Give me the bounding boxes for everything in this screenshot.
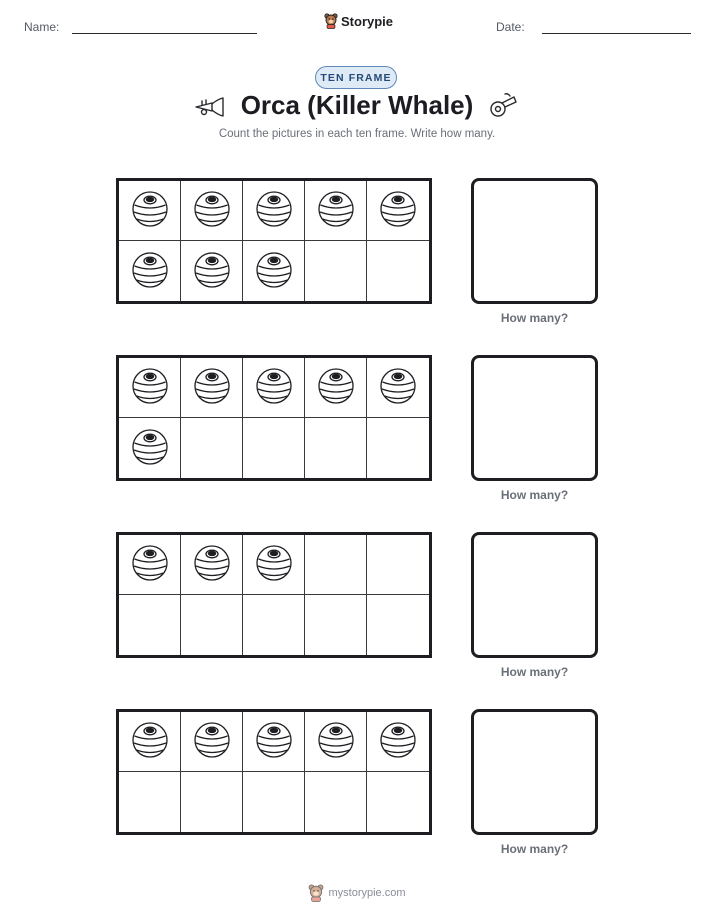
ten-frame-cell [181,535,243,595]
brand-name: Storypie [341,13,394,29]
name-line[interactable] [72,33,257,34]
ten-frame-cell [243,535,305,595]
ten-frame-cell [367,241,429,301]
ten-frame-cell [367,181,429,241]
ten-frame-cell [181,181,243,241]
ten-frame-cell [305,712,367,772]
ten-frame-cell [119,241,181,301]
bead-ball-icon [192,249,232,294]
ten-frame-cell [367,358,429,418]
ten-frame-cell [119,772,181,832]
ten-frame-cell [181,772,243,832]
ten-frame-cell [305,181,367,241]
ten-frame-cell [119,712,181,772]
ten-frame-cell [243,418,305,478]
ten-frame-cell [367,535,429,595]
footer-url: mystorypie.com [328,887,406,899]
bead-ball-icon [316,188,356,233]
ten-frame-cell [367,595,429,655]
ten-frame-cell [181,595,243,655]
how-many-label: How many? [500,842,569,856]
ten-frame-cell [243,595,305,655]
ten-frame-cell [367,418,429,478]
bead-ball-icon [192,188,232,233]
bead-ball-icon [254,719,294,764]
footer [0,884,714,902]
ten-frame-cell [243,241,305,301]
date-line[interactable] [542,33,691,34]
answer-box-2[interactable] [471,355,598,481]
ten-frame-cell [181,712,243,772]
bead-ball-icon [192,542,232,587]
bead-ball-icon [254,188,294,233]
bead-ball-icon [130,426,170,471]
bead-ball-icon [254,249,294,294]
bead-ball-icon [192,719,232,764]
worksheet-type-badge: TEN FRAME [315,66,397,89]
brand-logo [324,13,393,29]
page-title: Orca (Killer Whale) [240,90,474,120]
ten-frame-cell [119,535,181,595]
answer-box-4[interactable] [471,709,598,835]
ten-frame-cell [181,418,243,478]
bead-ball-icon [130,719,170,764]
ten-frame-cell [243,181,305,241]
ten-frame-cell [305,535,367,595]
instructions: Count the pictures in each ten frame. Write how many. [218,128,496,140]
ten-frame-cell [243,358,305,418]
ten-frame-3 [116,532,432,658]
ten-frame-cell [305,595,367,655]
ten-frame-2 [116,355,432,481]
bead-ball-icon [254,365,294,410]
answer-box-1[interactable] [471,178,598,304]
ten-frame-cell [305,241,367,301]
whistle-icon [488,92,518,120]
ten-frame-cell [119,181,181,241]
bead-ball-icon [378,365,418,410]
ten-frame-cell [243,712,305,772]
ten-frame-cell [119,418,181,478]
ten-frame-4 [116,709,432,835]
bead-ball-icon [316,365,356,410]
ten-frame-cell [181,241,243,301]
answer-box-3[interactable] [471,532,598,658]
ten-frame-cell [305,772,367,832]
how-many-label: How many? [500,665,569,679]
ten-frame-cell [119,358,181,418]
bead-ball-icon [316,719,356,764]
bead-ball-icon [192,365,232,410]
date-label: Date: [496,20,525,34]
bead-ball-icon [254,542,294,587]
how-many-label: How many? [500,311,569,325]
ten-frame-1 [116,178,432,304]
bead-ball-icon [130,365,170,410]
bead-ball-icon [378,188,418,233]
bear-mascot-icon [308,884,324,902]
ten-frame-cell [181,358,243,418]
bead-ball-icon [130,249,170,294]
ten-frame-cell [367,772,429,832]
name-label: Name: [24,20,60,34]
ten-frame-cell [243,772,305,832]
ten-frame-cell [119,595,181,655]
ten-frame-cell [305,358,367,418]
bear-mascot-icon [324,13,338,29]
ten-frame-cell [367,712,429,772]
ten-frame-cell [305,418,367,478]
bead-ball-icon [130,188,170,233]
bead-ball-icon [130,542,170,587]
how-many-label: How many? [500,488,569,502]
bead-ball-icon [378,719,418,764]
